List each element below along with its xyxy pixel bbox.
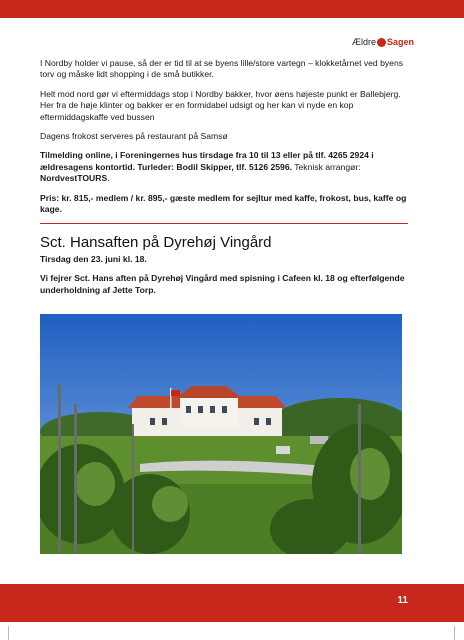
tilmelding-end: . xyxy=(107,173,110,184)
paragraph-frokost: Dagens frokost serveres på restaurant på Samsø xyxy=(40,131,228,142)
section-divider xyxy=(40,223,408,224)
aeldre-sagen-logo xyxy=(352,34,414,50)
crop-mark xyxy=(8,626,9,640)
event-title: Sct. Hansaften på Dyrehøj Vingård xyxy=(40,234,272,252)
tilmelding-normal-text: Teknisk arrangør: xyxy=(292,161,361,172)
paragraph-nordby: I Nordby holder vi pause, så der er tid til at se byens lille/store vartegn – klokketårnet ved byens torv og måske lidt shopping i de små butikker. xyxy=(40,58,404,80)
vineyard-photo xyxy=(40,314,402,554)
crop-mark xyxy=(454,626,455,640)
page-number: 11 xyxy=(397,595,408,606)
paragraph-price: Pris: kr. 815,- medlem / kr. 895,- gæste medlem for sejltur med kaffe, frokost, bus, kaffe og kage. xyxy=(40,192,407,215)
bottom-red-bar xyxy=(0,584,464,622)
tilmelding-organizer: NordvestTOURS xyxy=(40,173,108,184)
logo-text-part1: Ældre xyxy=(352,37,377,47)
page-content xyxy=(40,58,408,304)
paragraph-nordby-bakker: Helt mod nord gør vi eftermiddags stop i Nordby bakker, hvor øens højeste punkt er Ballebjerg. Her fra de høje klinter og bakker er en formidabel udsigt og her kan vi nyde en kop eftermiddagskaffe ved bussen xyxy=(40,88,401,122)
top-red-bar xyxy=(0,0,464,18)
logo-mark-icon xyxy=(377,38,386,47)
tilmelding-bold-text: Tilmelding online, i Foreningernes hus tirsdage fra 10 til 13 eller på tlf. 4265 2924 i ældresagens kontortid. Turleder: Bodil Skipper, tlf. 5126 2596. xyxy=(40,150,374,172)
paragraph-tilmelding xyxy=(40,150,408,184)
event-date: Tirsdag den 23. juni kl. 18. xyxy=(40,254,147,265)
event-description: Vi fejrer Sct. Hans aften på Dyrehøj Vingård med spisning i Cafeen kl. 18 og efterfølgende underholdning af Jette Torp. xyxy=(40,273,405,295)
logo-text-part2: Sagen xyxy=(387,37,415,47)
